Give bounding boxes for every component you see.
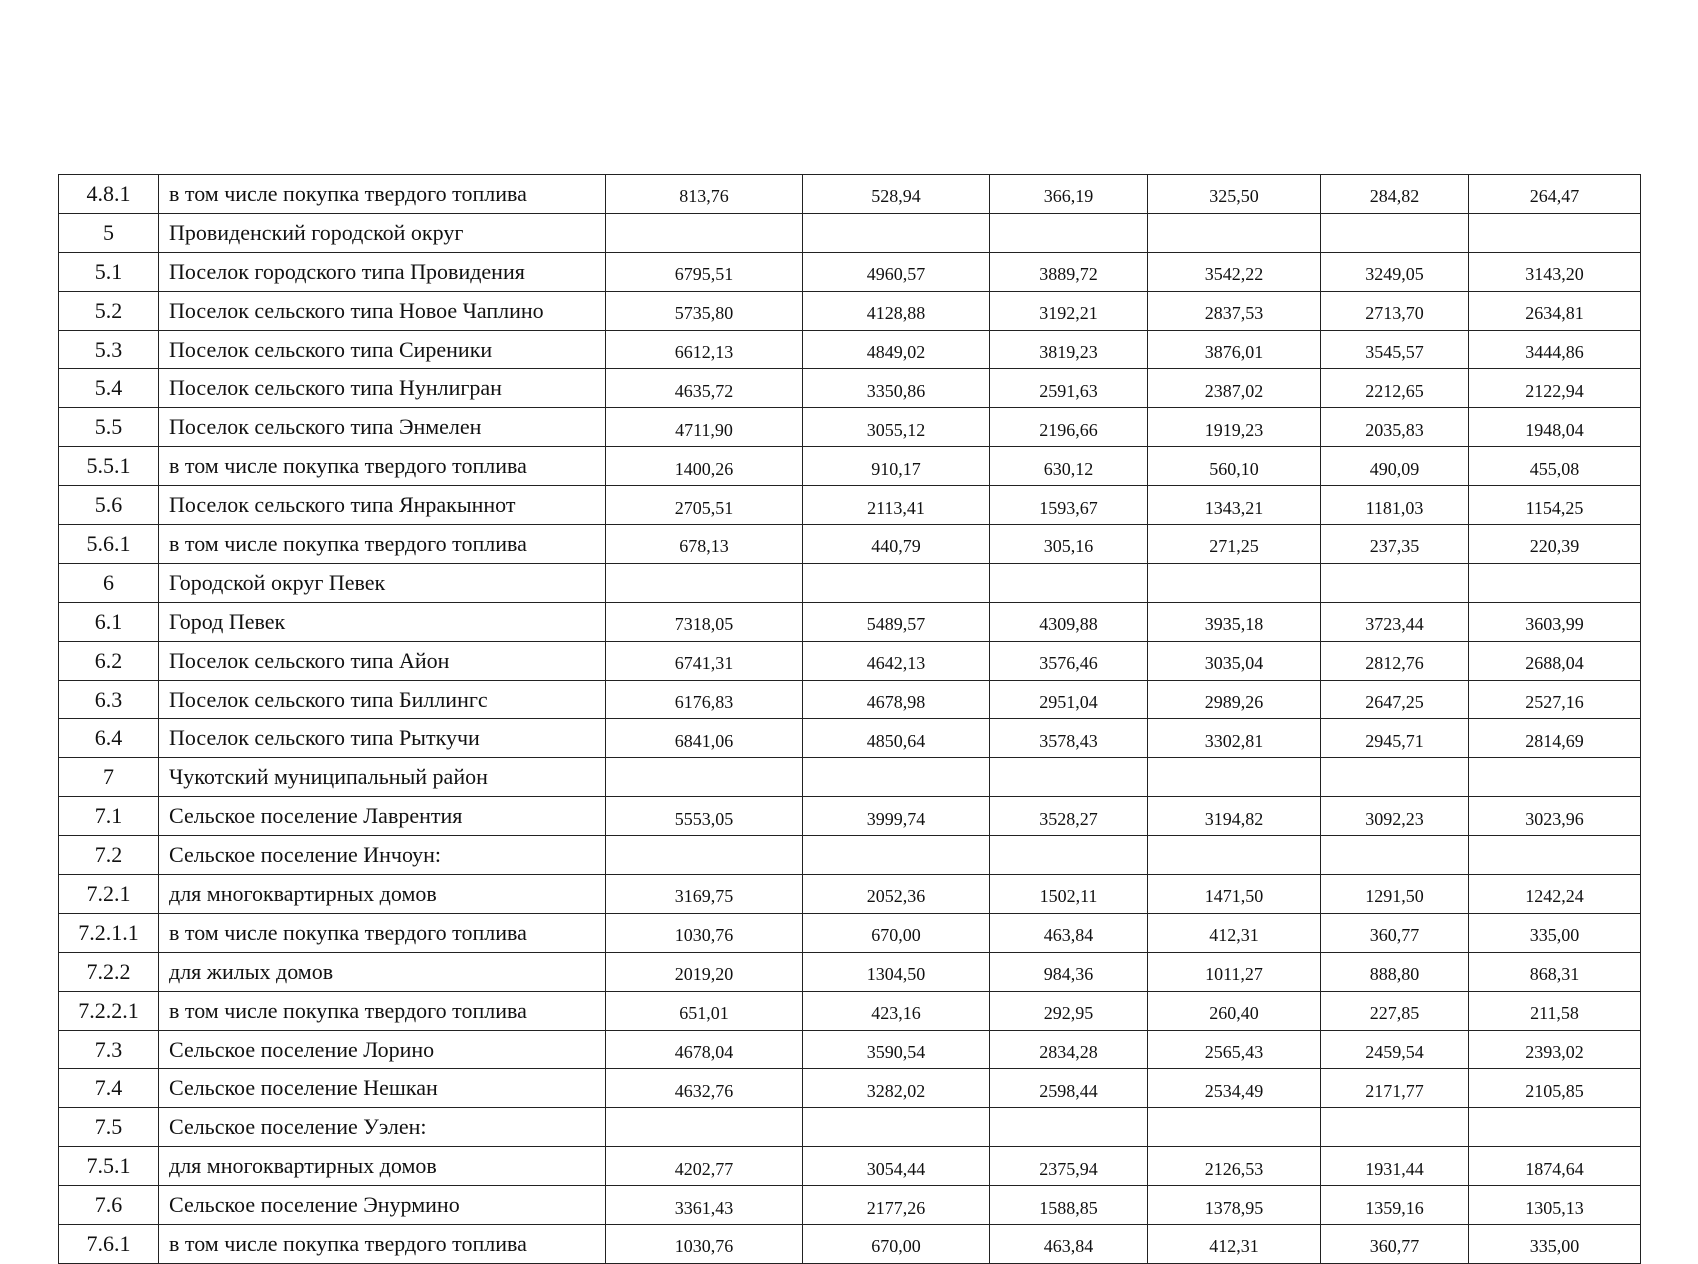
value-cell: 4309,88: [990, 602, 1148, 641]
value-cell: 3169,75: [606, 875, 803, 914]
value-cell: 1011,27: [1148, 952, 1321, 991]
value-cell: 2837,53: [1148, 291, 1321, 330]
value-cell: 4635,72: [606, 369, 803, 408]
table-row: [59, 797, 1641, 836]
value-cell: 4632,76: [606, 1069, 803, 1108]
value-cell: 490,09: [1321, 447, 1469, 486]
value-cell: 3054,44: [803, 1147, 990, 1186]
row-name-cell: Сельское поселение Лаврентия: [159, 797, 606, 836]
value-cell: [803, 213, 990, 252]
value-cell: 366,19: [990, 175, 1148, 214]
table-row: [59, 408, 1641, 447]
row-name-cell: для жилых домов: [159, 952, 606, 991]
row-number-cell: 7.2: [59, 836, 159, 875]
value-cell: 2196,66: [990, 408, 1148, 447]
value-cell: 910,17: [803, 447, 990, 486]
value-cell: 2035,83: [1321, 408, 1469, 447]
value-cell: [1469, 758, 1641, 797]
value-cell: 3350,86: [803, 369, 990, 408]
table-row: [59, 525, 1641, 564]
value-cell: 2705,51: [606, 486, 803, 525]
row-name-cell: Поселок сельского типа Айон: [159, 641, 606, 680]
value-cell: 3528,27: [990, 797, 1148, 836]
value-cell: 1471,50: [1148, 875, 1321, 914]
value-cell: 3194,82: [1148, 797, 1321, 836]
value-cell: 2387,02: [1148, 369, 1321, 408]
table-row: [59, 913, 1641, 952]
value-cell: 3023,96: [1469, 797, 1641, 836]
value-cell: 3576,46: [990, 641, 1148, 680]
value-cell: 412,31: [1148, 913, 1321, 952]
value-cell: 4678,04: [606, 1030, 803, 1069]
value-cell: 2591,63: [990, 369, 1148, 408]
table-row: [59, 175, 1641, 214]
row-number-cell: 7: [59, 758, 159, 797]
row-number-cell: 7.2.1.1: [59, 913, 159, 952]
row-name-cell: Провиденский городской округ: [159, 213, 606, 252]
row-number-cell: 7.2.2.1: [59, 991, 159, 1030]
value-cell: 335,00: [1469, 1225, 1641, 1264]
value-cell: 5489,57: [803, 602, 990, 641]
row-name-cell: Поселок сельского типа Нунлигран: [159, 369, 606, 408]
value-cell: [606, 836, 803, 875]
value-cell: [1148, 213, 1321, 252]
table-row: [59, 719, 1641, 758]
value-cell: 651,01: [606, 991, 803, 1030]
value-cell: 220,39: [1469, 525, 1641, 564]
value-cell: 2812,76: [1321, 641, 1469, 680]
value-cell: 412,31: [1148, 1225, 1321, 1264]
value-cell: 2989,26: [1148, 680, 1321, 719]
value-cell: 868,31: [1469, 952, 1641, 991]
table-row: [59, 875, 1641, 914]
value-cell: 1242,24: [1469, 875, 1641, 914]
value-cell: 813,76: [606, 175, 803, 214]
row-number-cell: 5.6: [59, 486, 159, 525]
value-cell: 4128,88: [803, 291, 990, 330]
table-row: [59, 1030, 1641, 1069]
value-cell: [1469, 836, 1641, 875]
value-cell: 455,08: [1469, 447, 1641, 486]
value-cell: 2105,85: [1469, 1069, 1641, 1108]
value-cell: 2647,25: [1321, 680, 1469, 719]
value-cell: [1148, 563, 1321, 602]
value-cell: 264,47: [1469, 175, 1641, 214]
value-cell: [1148, 1108, 1321, 1147]
value-cell: 2393,02: [1469, 1030, 1641, 1069]
table-row: [59, 447, 1641, 486]
row-number-cell: 6.1: [59, 602, 159, 641]
table-row: [59, 563, 1641, 602]
value-cell: 3603,99: [1469, 602, 1641, 641]
value-cell: [1469, 1108, 1641, 1147]
table-row: [59, 1108, 1641, 1147]
row-number-cell: 7.6.1: [59, 1225, 159, 1264]
table-row: [59, 1147, 1641, 1186]
table-row: [59, 330, 1641, 369]
row-number-cell: 6: [59, 563, 159, 602]
value-cell: [1469, 563, 1641, 602]
row-number-cell: 5.3: [59, 330, 159, 369]
value-cell: 2212,65: [1321, 369, 1469, 408]
value-cell: [606, 758, 803, 797]
value-cell: 3819,23: [990, 330, 1148, 369]
table-row: [59, 369, 1641, 408]
row-number-cell: 6.4: [59, 719, 159, 758]
value-cell: 1400,26: [606, 447, 803, 486]
value-cell: 2565,43: [1148, 1030, 1321, 1069]
value-cell: 4960,57: [803, 252, 990, 291]
value-cell: [803, 1108, 990, 1147]
table-row: [59, 680, 1641, 719]
value-cell: 7318,05: [606, 602, 803, 641]
value-cell: 3999,74: [803, 797, 990, 836]
value-cell: 1593,67: [990, 486, 1148, 525]
row-number-cell: 4.8.1: [59, 175, 159, 214]
table-row: [59, 1186, 1641, 1225]
value-cell: 560,10: [1148, 447, 1321, 486]
value-cell: 237,35: [1321, 525, 1469, 564]
value-cell: 3143,20: [1469, 252, 1641, 291]
table-body: [59, 175, 1641, 1264]
value-cell: 360,77: [1321, 1225, 1469, 1264]
value-cell: 260,40: [1148, 991, 1321, 1030]
value-cell: [990, 213, 1148, 252]
value-cell: [1469, 213, 1641, 252]
value-cell: [1321, 213, 1469, 252]
value-cell: 1502,11: [990, 875, 1148, 914]
value-cell: 1931,44: [1321, 1147, 1469, 1186]
value-cell: 3590,54: [803, 1030, 990, 1069]
value-cell: 5735,80: [606, 291, 803, 330]
value-cell: 1154,25: [1469, 486, 1641, 525]
value-cell: 2527,16: [1469, 680, 1641, 719]
row-name-cell: Сельское поселение Нешкан: [159, 1069, 606, 1108]
value-cell: 211,58: [1469, 991, 1641, 1030]
value-cell: 3035,04: [1148, 641, 1321, 680]
row-name-cell: Сельское поселение Лорино: [159, 1030, 606, 1069]
value-cell: 2688,04: [1469, 641, 1641, 680]
value-cell: 3935,18: [1148, 602, 1321, 641]
row-name-cell: Сельское поселение Энурмино: [159, 1186, 606, 1225]
value-cell: [1148, 836, 1321, 875]
value-cell: [1321, 563, 1469, 602]
row-name-cell: Поселок городского типа Провидения: [159, 252, 606, 291]
value-cell: 2171,77: [1321, 1069, 1469, 1108]
row-name-cell: Поселок сельского типа Энмелен: [159, 408, 606, 447]
value-cell: 630,12: [990, 447, 1148, 486]
value-cell: 2052,36: [803, 875, 990, 914]
value-cell: 1343,21: [1148, 486, 1321, 525]
value-cell: 440,79: [803, 525, 990, 564]
row-number-cell: 5.2: [59, 291, 159, 330]
value-cell: 227,85: [1321, 991, 1469, 1030]
row-name-cell: для многоквартирных домов: [159, 1147, 606, 1186]
value-cell: 3723,44: [1321, 602, 1469, 641]
value-cell: [1321, 758, 1469, 797]
row-number-cell: 7.2.2: [59, 952, 159, 991]
value-cell: 1874,64: [1469, 1147, 1641, 1186]
row-number-cell: 5.6.1: [59, 525, 159, 564]
value-cell: 4850,64: [803, 719, 990, 758]
value-cell: 1030,76: [606, 913, 803, 952]
table-row: [59, 1069, 1641, 1108]
value-cell: 888,80: [1321, 952, 1469, 991]
row-name-cell: Поселок сельского типа Янракыннот: [159, 486, 606, 525]
row-number-cell: 6.2: [59, 641, 159, 680]
value-cell: 1919,23: [1148, 408, 1321, 447]
value-cell: 1359,16: [1321, 1186, 1469, 1225]
value-cell: 3542,22: [1148, 252, 1321, 291]
value-cell: [803, 563, 990, 602]
value-cell: 670,00: [803, 913, 990, 952]
value-cell: 1291,50: [1321, 875, 1469, 914]
value-cell: [1321, 1108, 1469, 1147]
value-cell: 463,84: [990, 913, 1148, 952]
row-number-cell: 7.5.1: [59, 1147, 159, 1186]
value-cell: 2177,26: [803, 1186, 990, 1225]
tariff-table: [58, 174, 1641, 1264]
value-cell: [606, 563, 803, 602]
row-number-cell: 7.4: [59, 1069, 159, 1108]
value-cell: [606, 1108, 803, 1147]
value-cell: 3545,57: [1321, 330, 1469, 369]
value-cell: 2459,54: [1321, 1030, 1469, 1069]
table-row: [59, 836, 1641, 875]
value-cell: 271,25: [1148, 525, 1321, 564]
value-cell: 1305,13: [1469, 1186, 1641, 1225]
row-name-cell: Сельское поселение Инчоун:: [159, 836, 606, 875]
table-row: [59, 1225, 1641, 1264]
value-cell: 2126,53: [1148, 1147, 1321, 1186]
table-row: [59, 991, 1641, 1030]
value-cell: 678,13: [606, 525, 803, 564]
row-number-cell: 7.6: [59, 1186, 159, 1225]
value-cell: 305,16: [990, 525, 1148, 564]
row-name-cell: Поселок сельского типа Биллингс: [159, 680, 606, 719]
value-cell: 670,00: [803, 1225, 990, 1264]
value-cell: [803, 836, 990, 875]
value-cell: 528,94: [803, 175, 990, 214]
value-cell: 3889,72: [990, 252, 1148, 291]
row-name-cell: Поселок сельского типа Рыткучи: [159, 719, 606, 758]
value-cell: 2951,04: [990, 680, 1148, 719]
value-cell: 1030,76: [606, 1225, 803, 1264]
value-cell: [990, 836, 1148, 875]
value-cell: 3876,01: [1148, 330, 1321, 369]
value-cell: 984,36: [990, 952, 1148, 991]
table-row: [59, 641, 1641, 680]
value-cell: 3192,21: [990, 291, 1148, 330]
value-cell: 463,84: [990, 1225, 1148, 1264]
row-number-cell: 7.1: [59, 797, 159, 836]
value-cell: 4711,90: [606, 408, 803, 447]
value-cell: 2634,81: [1469, 291, 1641, 330]
value-cell: [606, 213, 803, 252]
value-cell: 3055,12: [803, 408, 990, 447]
table-row: [59, 252, 1641, 291]
row-name-cell: в том числе покупка твердого топлива: [159, 525, 606, 564]
value-cell: [990, 758, 1148, 797]
table-row: [59, 952, 1641, 991]
row-name-cell: Чукотский муниципальный район: [159, 758, 606, 797]
table-row: [59, 213, 1641, 252]
row-number-cell: 5: [59, 213, 159, 252]
value-cell: 2598,44: [990, 1069, 1148, 1108]
value-cell: 2122,94: [1469, 369, 1641, 408]
table-row: [59, 602, 1641, 641]
value-cell: 3282,02: [803, 1069, 990, 1108]
row-number-cell: 6.3: [59, 680, 159, 719]
row-name-cell: Поселок сельского типа Сиреники: [159, 330, 606, 369]
value-cell: 6176,83: [606, 680, 803, 719]
row-name-cell: для многоквартирных домов: [159, 875, 606, 914]
value-cell: 1181,03: [1321, 486, 1469, 525]
value-cell: 325,50: [1148, 175, 1321, 214]
value-cell: [803, 758, 990, 797]
value-cell: [990, 563, 1148, 602]
value-cell: 2814,69: [1469, 719, 1641, 758]
value-cell: 6612,13: [606, 330, 803, 369]
row-number-cell: 7.3: [59, 1030, 159, 1069]
value-cell: 2113,41: [803, 486, 990, 525]
value-cell: 1948,04: [1469, 408, 1641, 447]
row-name-cell: в том числе покупка твердого топлива: [159, 447, 606, 486]
value-cell: 1588,85: [990, 1186, 1148, 1225]
value-cell: 360,77: [1321, 913, 1469, 952]
value-cell: 3578,43: [990, 719, 1148, 758]
value-cell: [1148, 758, 1321, 797]
value-cell: 3361,43: [606, 1186, 803, 1225]
row-number-cell: 5.5: [59, 408, 159, 447]
value-cell: 2019,20: [606, 952, 803, 991]
table-row: [59, 486, 1641, 525]
row-name-cell: Городской округ Певек: [159, 563, 606, 602]
table-row: [59, 291, 1641, 330]
row-number-cell: 5.1: [59, 252, 159, 291]
value-cell: 2945,71: [1321, 719, 1469, 758]
value-cell: 4202,77: [606, 1147, 803, 1186]
row-name-cell: в том числе покупка твердого топлива: [159, 913, 606, 952]
row-number-cell: 7.2.1: [59, 875, 159, 914]
value-cell: [1321, 836, 1469, 875]
value-cell: 6795,51: [606, 252, 803, 291]
row-number-cell: 5.5.1: [59, 447, 159, 486]
value-cell: 292,95: [990, 991, 1148, 1030]
value-cell: 5553,05: [606, 797, 803, 836]
value-cell: 2375,94: [990, 1147, 1148, 1186]
value-cell: 6741,31: [606, 641, 803, 680]
value-cell: 2713,70: [1321, 291, 1469, 330]
row-name-cell: в том числе покупка твердого топлива: [159, 991, 606, 1030]
value-cell: 4678,98: [803, 680, 990, 719]
value-cell: 1378,95: [1148, 1186, 1321, 1225]
row-name-cell: Город Певек: [159, 602, 606, 641]
row-name-cell: Сельское поселение Уэлен:: [159, 1108, 606, 1147]
value-cell: 3302,81: [1148, 719, 1321, 758]
value-cell: 3092,23: [1321, 797, 1469, 836]
value-cell: 6841,06: [606, 719, 803, 758]
row-name-cell: в том числе покупка твердого топлива: [159, 1225, 606, 1264]
value-cell: 423,16: [803, 991, 990, 1030]
value-cell: 4849,02: [803, 330, 990, 369]
table-row: [59, 758, 1641, 797]
value-cell: 284,82: [1321, 175, 1469, 214]
row-name-cell: в том числе покупка твердого топлива: [159, 175, 606, 214]
value-cell: 335,00: [1469, 913, 1641, 952]
value-cell: 3444,86: [1469, 330, 1641, 369]
row-number-cell: 7.5: [59, 1108, 159, 1147]
row-name-cell: Поселок сельского типа Новое Чаплино: [159, 291, 606, 330]
value-cell: 3249,05: [1321, 252, 1469, 291]
value-cell: 4642,13: [803, 641, 990, 680]
value-cell: [990, 1108, 1148, 1147]
value-cell: 2534,49: [1148, 1069, 1321, 1108]
value-cell: 1304,50: [803, 952, 990, 991]
row-number-cell: 5.4: [59, 369, 159, 408]
value-cell: 2834,28: [990, 1030, 1148, 1069]
